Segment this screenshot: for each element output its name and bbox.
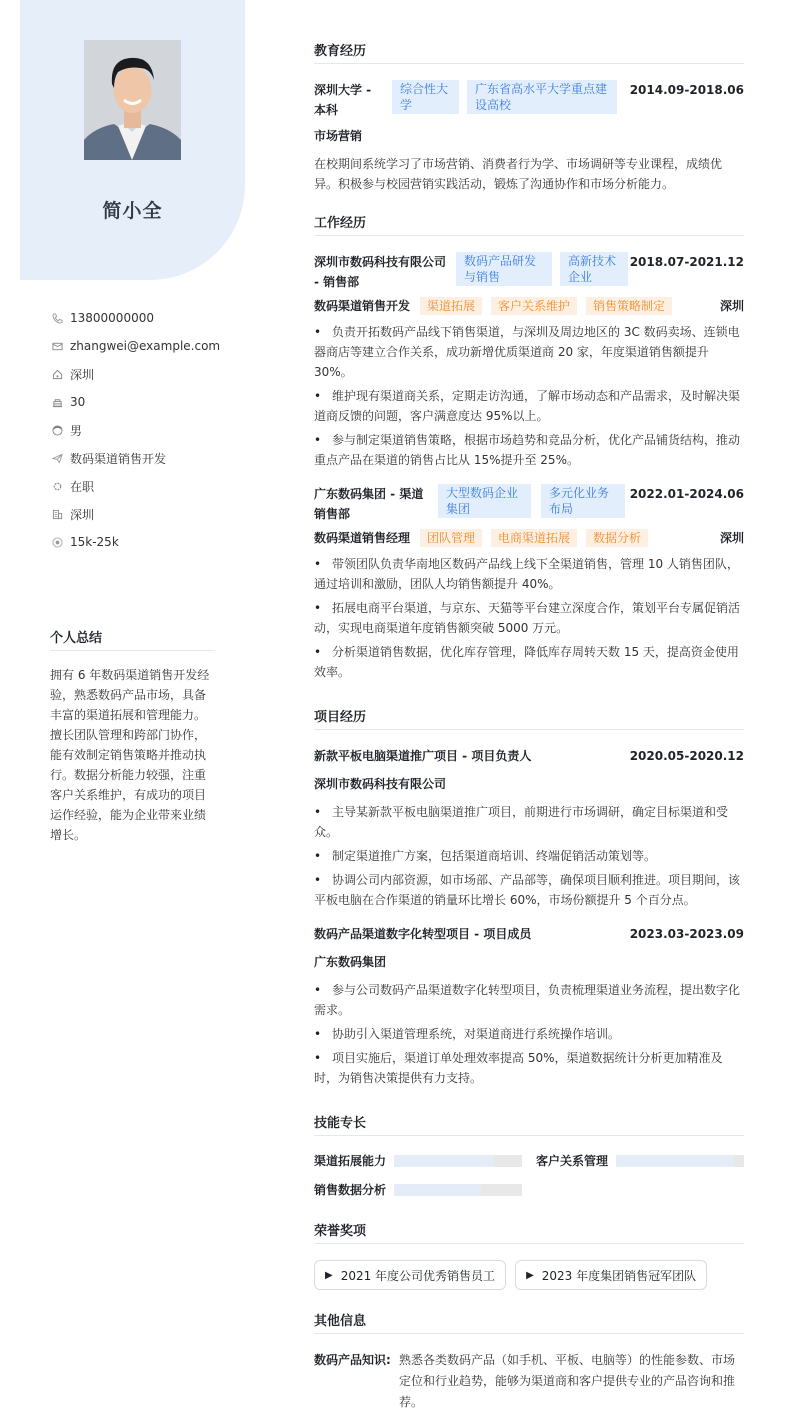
project-org: 广东数码集团	[314, 955, 387, 969]
contact-work-city	[50, 500, 230, 528]
email-value: zhangwei@example.com	[70, 339, 221, 353]
role-row	[314, 296, 744, 316]
skills-section	[314, 1112, 744, 1198]
skill-tag: 电商渠道拓展	[491, 529, 577, 547]
bullet-item: • 维护现有渠道商关系，定期走访沟通，了解市场动态和产品需求，及时解决渠道商反馈的问题，客户满意度达 95%以上。	[314, 386, 744, 426]
skill-bar	[394, 1184, 522, 1196]
skill-name: 渠道拓展能力	[314, 1154, 387, 1168]
section-title: 其他信息	[314, 1310, 744, 1334]
work-location: 深圳	[719, 531, 744, 545]
bullet-item: • 参与制定渠道销售策略，根据市场趋势和竞品分析，优化产品铺货结构，推动重点产品在渠道的销售占比从 15%提升至 25%。	[314, 430, 744, 470]
skill-bar	[394, 1155, 522, 1167]
portrait-photo	[84, 40, 181, 160]
section-title: 工作经历	[314, 212, 744, 236]
candidate-name: 简小全	[102, 200, 163, 222]
contact-target-job	[50, 444, 230, 472]
skill-item	[536, 1152, 744, 1169]
skill-tag: 销售策略制定	[586, 297, 672, 315]
skill-item	[314, 1181, 522, 1198]
contact-city	[50, 360, 230, 388]
contact-phone	[50, 304, 230, 332]
project-name: 数码产品渠道数字化转型项目 - 项目成员	[314, 927, 532, 941]
triangle-right-icon: ▶	[526, 1269, 534, 1281]
bullet-item: • 负责开拓数码产品线下销售渠道，与深圳及周边地区的 3C 数码卖场、连锁电器商店等建立合作关系，成功新增优质渠道商 20 家，年度渠道销售额提升 30%。	[314, 322, 744, 382]
company-name: 广东数码集团 - 渠道销售部	[314, 487, 424, 521]
bullet-item: • 主导某新款平板电脑渠道推广项目，前期进行市场调研，确定目标渠道和受众。	[314, 802, 744, 842]
company-tag: 数码产品研发与销售	[456, 252, 552, 286]
status-icon	[50, 479, 64, 493]
skill-item	[314, 1152, 522, 1169]
skill-bar-fill	[394, 1155, 494, 1167]
target-job-value: 数码渠道销售开发	[70, 451, 167, 466]
contact-list	[50, 304, 230, 556]
company-tag: 多元化业务布局	[541, 484, 625, 518]
other-label: 数码产品知识:	[314, 1353, 391, 1367]
award-label: 2021 年度公司优秀销售员工	[340, 1268, 496, 1283]
work-city-value: 深圳	[70, 507, 95, 522]
bullet-item: • 分析渠道销售数据，优化库存管理，降低库存周转天数 15 天，提高资金使用效率。	[314, 642, 744, 682]
work-date: 2018.07-2021.12	[629, 255, 744, 269]
triangle-right-icon: ▶	[325, 1269, 333, 1281]
education-section	[314, 40, 744, 194]
role-title: 数码渠道销售经理	[314, 531, 411, 545]
contact-gender	[50, 416, 230, 444]
education-desc: 在校期间系统学习了市场营销、消费者行为学、市场调研等专业课程，成绩优异。积极参与校园营销实践活动，锻炼了沟通协作和市场分析能力。	[314, 157, 723, 191]
work-item	[314, 252, 744, 470]
phone-icon	[50, 311, 64, 325]
work-location: 深圳	[719, 299, 744, 313]
school-name: 深圳大学 - 本科	[314, 83, 372, 117]
project-bullets	[314, 980, 744, 1088]
company-name: 深圳市数码科技有限公司 - 销售部	[314, 255, 447, 289]
school-tag: 综合性大学	[392, 80, 459, 114]
project-org: 深圳市数码科技有限公司	[314, 777, 447, 791]
gender-icon	[50, 423, 64, 437]
major: 市场营销	[314, 129, 363, 143]
skill-name: 客户关系管理	[536, 1154, 609, 1168]
age-value: 30	[70, 395, 86, 409]
project-date: 2020.05-2020.12	[629, 749, 744, 763]
education-item-head	[314, 80, 744, 120]
award-item[interactable]	[314, 1260, 506, 1290]
work-bullets	[314, 322, 744, 470]
bullet-item: • 拓展电商平台渠道，与京东、天猫等平台建立深度合作，策划平台专属促销活动，实现电商渠道年度销售额突破 5000 万元。	[314, 598, 744, 638]
work-date: 2022.01-2024.06	[629, 487, 744, 501]
skill-bar-fill	[616, 1155, 734, 1167]
bullet-item: • 项目实施后，渠道订单处理效率提高 50%，渠道数据统计分析更加精准及时，为销售决策提供有力支持。	[314, 1048, 744, 1088]
project-item	[314, 924, 744, 1088]
contact-salary	[50, 528, 230, 556]
company-tag: 大型数码企业集团	[438, 484, 531, 518]
home-icon	[50, 367, 64, 381]
section-title: 项目经历	[314, 706, 744, 730]
school-tag: 广东省高水平大学重点建设高校	[467, 80, 617, 114]
project-item	[314, 746, 744, 910]
skill-bar	[616, 1155, 744, 1167]
personal-summary	[50, 627, 215, 845]
age-icon	[50, 395, 64, 409]
project-date: 2023.03-2023.09	[629, 927, 744, 941]
award-item[interactable]	[515, 1260, 707, 1290]
work-bullets	[314, 554, 744, 682]
skill-tag: 数据分析	[586, 529, 648, 547]
project-bullets	[314, 802, 744, 910]
bullet-item: • 制定渠道推广方案，包括渠道商培训、终端促销活动策划等。	[314, 846, 744, 866]
avatar	[84, 40, 181, 160]
role-row	[314, 528, 744, 548]
work-section	[314, 212, 744, 682]
other-item	[314, 1350, 744, 1413]
salary-value: 15k-25k	[70, 535, 119, 549]
gender-value: 男	[70, 423, 83, 438]
city-value: 深圳	[70, 367, 95, 382]
contact-email	[50, 332, 230, 360]
contact-status	[50, 472, 230, 500]
section-title: 荣誉奖项	[314, 1220, 744, 1244]
education-date: 2014.09-2018.06	[629, 83, 744, 97]
bullet-item: • 参与公司数码产品渠道数字化转型项目，负责梳理渠道业务流程，提出数字化需求。	[314, 980, 744, 1020]
role-title: 数码渠道销售开发	[314, 299, 411, 313]
project-name: 新款平板电脑渠道推广项目 - 项目负责人	[314, 749, 532, 763]
phone-value: 13800000000	[70, 311, 154, 325]
work-item-head	[314, 252, 744, 292]
bullet-item: • 协助引入渠道管理系统，对渠道商进行系统操作培训。	[314, 1024, 744, 1044]
section-title: 技能专长	[314, 1112, 744, 1136]
awards-section	[314, 1220, 744, 1290]
award-label: 2023 年度集团销售冠军团队	[541, 1268, 697, 1283]
skill-name: 销售数据分析	[314, 1183, 387, 1197]
skill-tag: 团队管理	[420, 529, 482, 547]
send-icon	[50, 451, 64, 465]
mail-icon	[50, 339, 64, 353]
bullet-item: • 协调公司内部资源，如市场部、产品部等，确保项目顺利推进。项目期间，该平板电脑在合作渠道的销量环比增长 60%，市场份额提升 5 个百分点。	[314, 870, 744, 910]
salary-icon	[50, 535, 64, 549]
projects-section	[314, 706, 744, 1088]
skill-bar-fill	[394, 1184, 481, 1196]
status-value: 在职	[70, 479, 95, 494]
bullet-item: • 带领团队负责华南地区数码产品线上线下全渠道销售，管理 10 人销售团队，通过培训和激励，团队人均销售额提升 40%。	[314, 554, 744, 594]
other-text: 熟悉各类数码产品（如手机、平板、电脑等）的性能参数、市场定位和行业趋势，能够为渠道商和客户提供专业的产品咨询和推荐。	[399, 1353, 736, 1409]
skill-tag: 渠道拓展	[420, 297, 482, 315]
main-column	[314, 40, 744, 1413]
skill-tag: 客户关系维护	[491, 297, 577, 315]
contact-age	[50, 388, 230, 416]
section-title: 教育经历	[314, 40, 744, 64]
work-item-head	[314, 484, 744, 524]
building-icon	[50, 507, 64, 521]
company-tag: 高新技术企业	[560, 252, 628, 286]
other-section	[314, 1310, 744, 1413]
summary-title: 个人总结	[50, 627, 215, 651]
work-item	[314, 484, 744, 682]
summary-text: 拥有 6 年数码渠道销售开发经验，熟悉数码产品市场，具备丰富的渠道拓展和管理能力。擅长团队管理和跨部门协作，能有效制定销售策略并推动执行。数据分析能力较强，注重客户关系维护，有成功的项目运作经验，能为企业带来业绩增长。	[50, 668, 210, 842]
